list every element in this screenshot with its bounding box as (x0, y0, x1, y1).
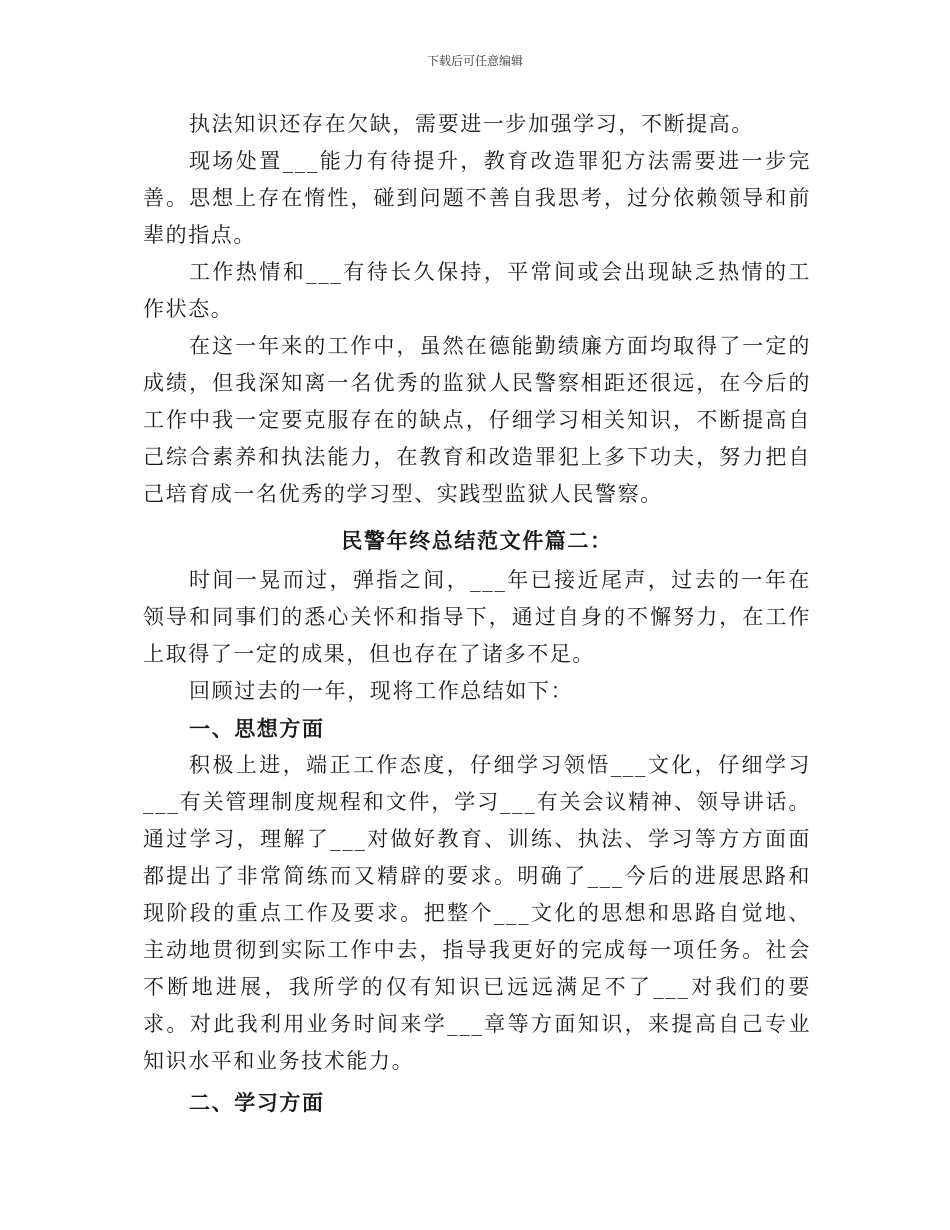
section-title: 民警年终总结范文件篇二： (341, 528, 613, 553)
paragraph-year-summary: 在这一年来的工作中，虽然在德能勤绩廉方面均取得了一定的成绩，但我深知离一名优秀的监狱人民警察相距还很远，在今后的工作中我一定要克服存在的缺点，仔细学习相关知识，不断提高自己综合素养和执法能力，在教育和改造罪犯上多下功夫，努力把自己培育成一名优秀的学习型、实践型监狱人民警察。 (143, 334, 811, 506)
paragraph-work-enthusiasm: 工作热情和___有待长久保持，平常间或会出现缺乏热情的工作状态。 (143, 260, 811, 321)
paragraph-thought: 积极上进，端正工作态度，仔细学习领悟___文化，仔细学习___有关管理制度规程和文件，学习___有关会议精神、领导讲话。通过学习，理解了___对做好教育、训练、执法、学习等方方面面都提出了非常简练而又精辟的要求。明确了___今后的进展思路和现阶段的重点工作及要求。把整个___文化的思想和思路自觉地、主动地贯彻到实际工作中去，指导我更好的完成每一项任务。社会不断地进展，我所学的仅有知识已远远满足不了___对我们的要求。对此我利用业务时间来学___章等方面知识，来提高自己专业知识水平和业务技术能力。 (143, 753, 811, 1073)
paragraph-law-knowledge: 执法知识还存在欠缺，需要进一步加强学习，不断提高。 (189, 112, 754, 136)
subheading-study: 二、学习方面 (189, 1090, 325, 1115)
download-note: 下载后可任意编辑 (426, 54, 523, 68)
paragraph-review-intro: 回顾过去的一年，现将工作总结如下： (189, 679, 574, 703)
document-body (143, 106, 811, 1121)
paragraph-time-passing: 时间一晃而过，弹指之间，___年已接近尾声，过去的一年在领导和同事们的悉心关怀和指导下，通过自身的不懈努力，在工作上取得了一定的成果，但也存在了诸多不足。 (143, 568, 811, 666)
subheading-thought: 一、思想方面 (189, 716, 325, 741)
paragraph-onsite-handling: 现场处置___能力有待提升，教育改造罪犯方法需要进一步完善。思想上存在惰性，碰到问题不善自我思考，过分依赖领导和前辈的指点。 (143, 149, 811, 247)
